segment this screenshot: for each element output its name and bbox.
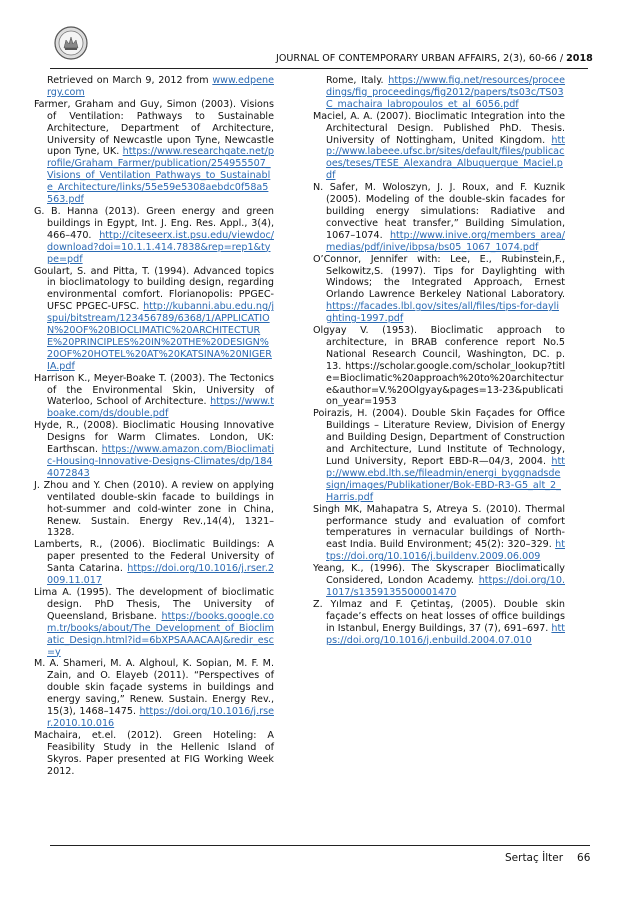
reference-entry [34, 730, 274, 778]
reference-text: Yeang, K., (1996). The Skyscraper Bioclimatically Considered, London Academy. [313, 563, 565, 587]
reference-link[interactable]: https://books.google.com.tr/books/about/The_Development_of_Bioclimatic_Design.html?id=6bXPSAAACAAJ&redir_esc=y [47, 610, 274, 658]
reference-entry [313, 325, 565, 408]
reference-entry [313, 599, 565, 647]
reference-entry [313, 563, 565, 599]
page-number: 66 [577, 852, 591, 864]
reference-text: J. Zhou and Y. Chen (2010). A review on applying ventilated double-skin facade to buildings in hot-summer and cold-winter zone in China, Renew. Sustain. Energy Rev.,14(4), 1321–1328. [34, 479, 274, 539]
reference-link[interactable]: http://www.ebd.lth.se/fileadmin/energi_byggnadsdesign/images/Publikationer/Bok-EBD-R3-G5_alt_2_Harris.pdf [326, 456, 565, 503]
reference-link[interactable]: https://doi.org/10.1016/j.enbuild.2004.07.010 [326, 622, 566, 646]
journal-logo-icon [54, 26, 88, 60]
reference-text: Olgyay V. (1953). Bioclimatic approach to architecture, in BRAB conference report No.5 National Research Council, Washington, DC. p. 13. [313, 325, 565, 372]
reference-entry [313, 75, 565, 111]
reference-text: Machaira, et.el. (2012). Green Hoteling: A Feasibility Study in the Hellenic Island of Skyros. Paper presented at FIG Working Week 2012. [34, 729, 274, 777]
reference-entry [34, 480, 274, 540]
references-left-column [34, 75, 274, 777]
footer-rule [50, 845, 590, 846]
footer-author: Sertaç İlter [505, 852, 564, 864]
reference-text: Hyde, R., (2008). Bioclimatic Housing Innovative Designs for Warm Climates. London, UK: Earthscan. [34, 420, 274, 456]
reference-entry [34, 373, 274, 421]
header-rule [50, 68, 588, 69]
reference-entry [34, 75, 274, 99]
reference-entry [34, 99, 274, 206]
reference-text: Lamberts, R., (2006). Bioclimatic Buildings: A paper presented to the Federal University of Santa Catarina. [34, 539, 274, 575]
reference-entry [34, 658, 274, 729]
reference-text: Farmer, Graham and Guy, Simon (2003). Visions of Ventilation: Pathways to Sustainable Architecture, Department of Architecture, University of Newcastle upon Tyne, Newcastle upon Tyne, UK. [34, 98, 274, 158]
reference-text: Goulart, S. and Pitta, T. (1994). Advanced topics in bioclimatology to building design, regarding environmental comfort. Florianopolis: PPGEC-UFSC PPGEC-UFSC. [34, 265, 274, 313]
reference-link[interactable]: https://facades.lbl.gov/sites/all/files/tips-for-daylighting-1997.pdf [326, 301, 560, 325]
reference-text: Retrieved on March 9, 2012 from [47, 75, 213, 86]
reference-text: Singh MK, Mahapatra S, Atreya S. (2010). Thermal performance study and evaluation of comfort temperatures in vernacular buildings of North-east India. Build Environment; 45(2): 320–329. [313, 503, 565, 551]
reference-text: N. Safer, M. Woloszyn, J. J. Roux, and F. Kuznik (2005). Modeling of the double-skin facades for building energy simulations: Radiative and convective heat transfer,” Building Simulation, 1067–1074. [313, 182, 565, 241]
reference-link[interactable]: https://www.researchgate.net/profile/Graham_Farmer/publication/254955507_Visions_of_Ventilation_Pathways_to_Sustainable_Architecture/links/55e59e5308aebdc0f58a5563.pdf [47, 146, 274, 206]
references-right-column [313, 75, 565, 647]
reference-entry [313, 504, 565, 564]
reference-entry [313, 408, 565, 503]
reference-text: G. B. Hanna (2013). Green energy and green buildings in Egypt, Int. J. Eng. Res. Appl., 3(4), 466–470. [34, 205, 274, 241]
journal-title: JOURNAL OF CONTEMPORARY URBAN AFFAIRS, 2(3), 60-66 / [276, 53, 567, 64]
reference-text: Poirazis, H. (2004). Double Skin Façades for Office Buildings – Literature Review, Division of Energy and Building Design, Department of Construction and Architecture, Lund Institute of Technology, Lund University, Report EBD-R—04/3, 2004. [313, 408, 565, 467]
reference-text: Maciel, A. A. (2007). Bioclimatic Integration into the Architectural Design. Published PhD. Thesis. University of Nottingham, United Kingdom. [313, 110, 565, 146]
reference-entry [34, 587, 274, 658]
journal-year: 2018 [566, 53, 593, 64]
reference-text: M. A. Shameri, M. A. Alghoul, K. Sopian, M. F. M. Zain, and O. Elayeb (2011). “Perspectives of double skin façade systems in buildings and energy saving,” Renew. Sustain. Energy Rev., 15(3), 1468–1475. [34, 658, 274, 718]
reference-text: Harrison K., Meyer-Boake T. (2003). The Tectonics of the Environmental Skin, University of Waterloo, School of Architecture. [34, 372, 274, 408]
reference-text: O’Connor, Jennifer with: Lee, E., Rubinstein,F., Selkowitz,S. (1997). Tips for Daylighting with Windows; the Integrated Approach, Ernest Orlando Lawrence Berkeley National Laboratory. [313, 253, 565, 301]
reference-entry [313, 182, 565, 253]
reference-link[interactable]: https://www.fig.net/resources/proceedings/fig_proceedings/fig2012/papers/ts03c/TS03C_machaira_labropoulos_et_al_6056.pdf [326, 75, 565, 110]
reference-link[interactable]: https://www.amazon.com/Bioclimatic-Housing-Innovative-Designs-Climates/dp/1844072843 [47, 444, 274, 479]
reference-link[interactable]: https://doi.org/10.1016/j.rser.2010.10.016 [47, 706, 274, 729]
reference-url: https://scholar.google.com/scholar_lookup?title=Bioclimatic%20approach%20to%20architecture&author=V.%20Olgyay&pages=13-23&publication_year=1953 [326, 360, 565, 408]
reference-entry [313, 111, 565, 182]
reference-link[interactable]: https://doi.org/10.1017/s1359135500001470 [326, 575, 565, 598]
reference-link[interactable]: http://citeseerx.ist.psu.edu/viewdoc/download?doi=10.1.1.414.7838&rep=rep1&type=pdf [47, 229, 274, 265]
reference-link[interactable]: http://www.inive.org/members_area/medias/pdf/inive/ibpsa/bs05_1067_1074.pdf [326, 229, 565, 253]
reference-link[interactable]: www.edpenergy.com [47, 75, 274, 98]
journal-header [276, 53, 593, 64]
reference-text: Lima A. (1995). The development of bioclimatic design. PhD Thesis, The University of Queensland, Brisbane. [34, 586, 274, 622]
reference-link[interactable]: https://doi.org/10.1016/j.buildenv.2009.06.009 [326, 539, 565, 563]
page-footer [505, 852, 590, 864]
reference-entry [34, 206, 274, 266]
reference-link[interactable]: http://www.labeee.ufsc.br/sites/default/files/publicacoes/teses/TESE_Alexandra_Albuquerque_Maciel.pdf [326, 134, 565, 182]
reference-entry [34, 539, 274, 587]
reference-link[interactable]: https://www.tboake.com/ds/double.pdf [47, 396, 274, 420]
reference-entry [34, 266, 274, 373]
reference-link[interactable]: http://kubanni.abu.edu.ng/jspui/bitstream/123456789/6368/1/APPLICATION%20OF%20BIOCLIMATIC%20ARCHITECTURE%20PRINCIPLES%20IN%20THE%20DESIGN%20OF%20HOTEL%20AT%20KATSINA%20NIGERIA.pdf [47, 301, 274, 372]
reference-entry [313, 254, 565, 325]
reference-link[interactable]: https://doi.org/10.1016/j.rser.2009.11.017 [47, 563, 274, 587]
reference-text: Z. Yılmaz and F. Çetintaş, (2005). Double skin façade’s effects on heat losses of office buildings in Istanbul, Energy Buildings, 37 (7), 691–697. [313, 598, 565, 634]
reference-entry [34, 420, 274, 480]
reference-text: Rome, Italy. [326, 75, 389, 86]
